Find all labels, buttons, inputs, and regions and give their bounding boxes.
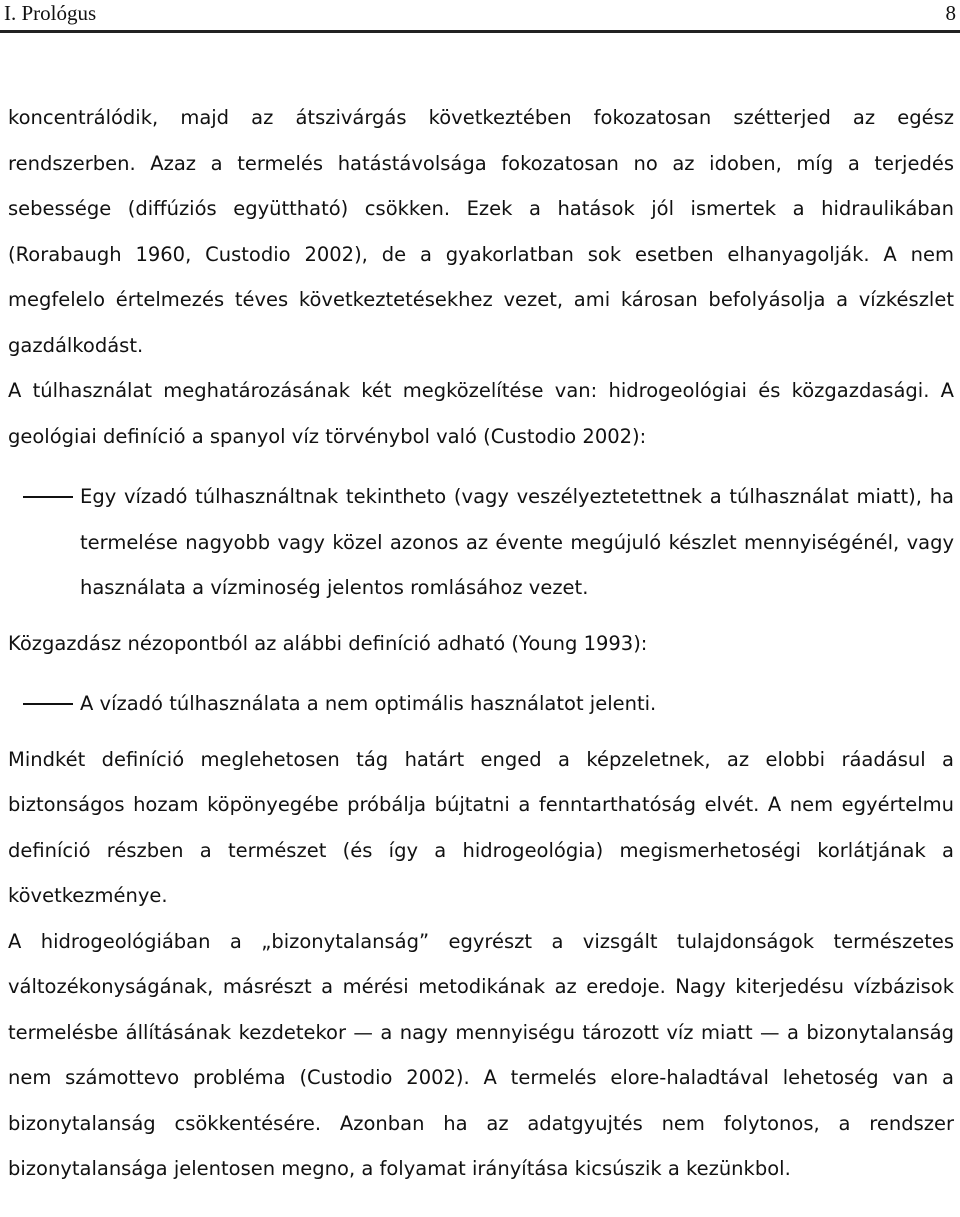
definition-economic-text: A vízadó túlhasználata a nem optimális használatot jelenti. [80,692,657,715]
paragraph-3: Közgazdász nézopontból az alábbi definíció adható (Young 1993): [8,631,648,655]
paragraph-1: koncentrálódik, majd az átszivárgás következtében fokozatosan szétterjed az egész rendszerben. Azaz a termelés hatástávolsága fokozatosan no az idoben, míg a terjedés sebessége (diffúziós együttható) csökken. Ezek a hatások jól ismertek a hidraulikában (Rorabaugh 1960, Custodio 2002), de a gyakorlatban sok esetben elhanyagolják. A nem megfelelo értelmezés téves következtetésekhez vezet, ami károsan befolyásolja a vízkészlet gazdálkodást. [8,106,954,357]
definition-economic [80,681,954,727]
definition-geological [80,474,954,611]
definition-geological-text: Egy vízadó túlhasználtnak tekintheto (vagy veszélyeztetettnek a túlhasználat miatt), ha termelése nagyobb vagy közel azonos az évente megújuló készlet mennyiségénél, vagy használata a vízminoség jelentos romlásához vezet. [80,485,954,599]
paragraph-4: Mindkét definíció meglehetosen tág határt enged a képzeletnek, az elobbi ráadásul a biztonságos hozam köpönyegébe próbálja bújtatni a fenntarthatóság elvét. A nem egyértelmu definíció részben a természet (és így a hidrogeológia) megismerhetoségi korlátjának a következménye. [8,747,954,907]
paragraph-5: A hidrogeológiában a „bizonytalanság” egyrészt a vizsgált tulajdonságok természetes változékonyságának, másrészt a mérési metodikának az eredoje. Nagy kiterjedésu vízbázisok termelésbe állításának kezdetekor — a nagy mennyiségu tározott víz miatt — a bizonytalanság nem számottevo probléma (Custodio 2002). A termelés elore-haladtával lehetoség van a bizonytalanság csökkentésére. Azonban ha az adatgyujtés nem folytonos, a rendszer bizonytalansága jelentosen megno, a folyamat irányítása kicsúszik a kezünkbol. [8,929,954,1180]
dash-marker [23,496,73,498]
page-header [0,0,960,33]
page-body [8,95,954,1192]
chapter-title: I. Prológus [4,1,97,25]
page-number: 8 [945,1,956,25]
paragraph-2: A túlhasználat meghatározásának két megközelítése van: hidrogeológiai és közgazdasági. A geológiai definíció a spanyol víz törvénybol való (Custodio 2002): [8,379,954,448]
dash-marker [23,703,73,705]
